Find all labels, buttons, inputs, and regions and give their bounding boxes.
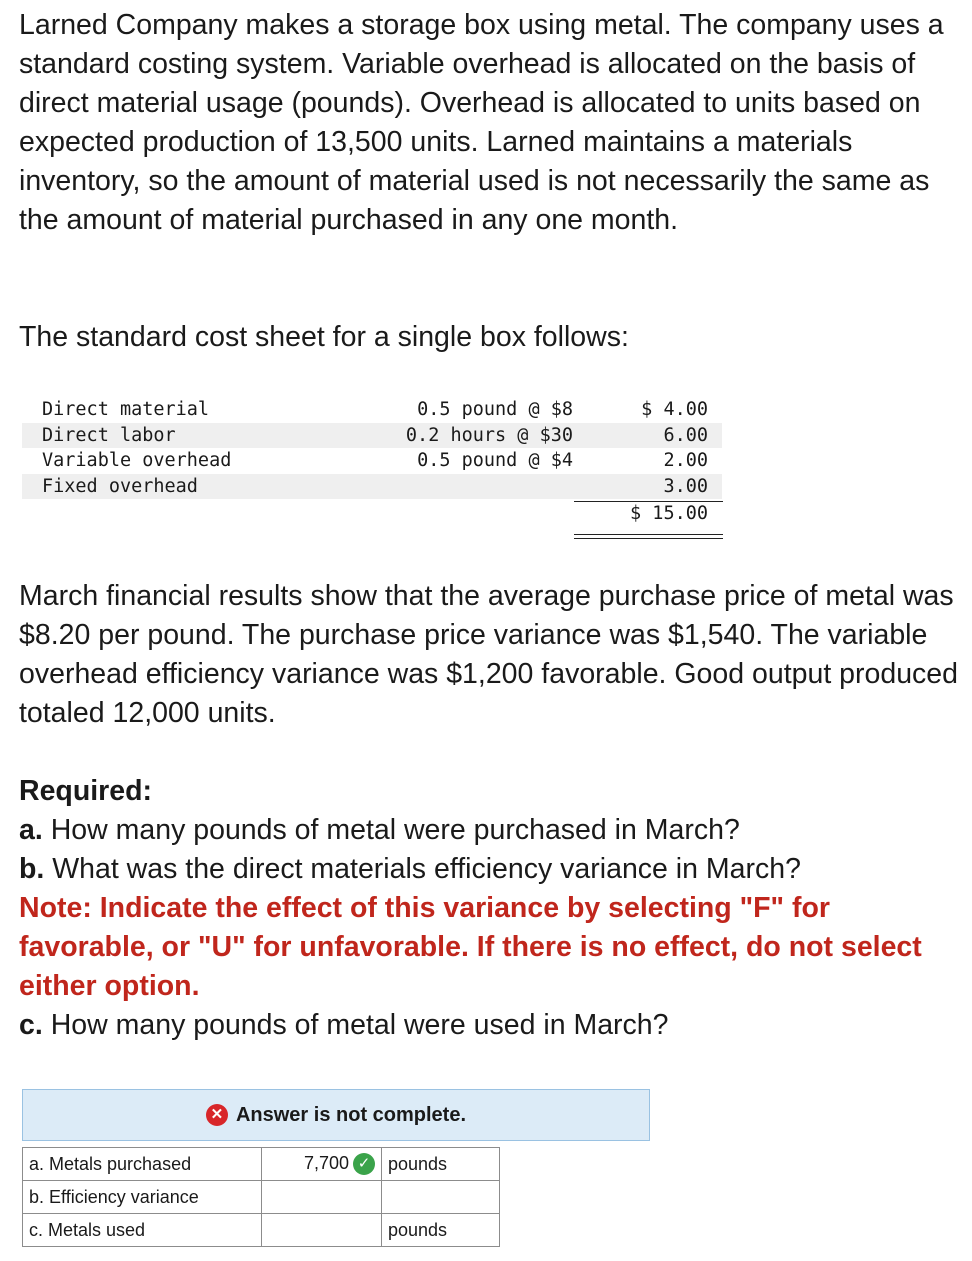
cost-row [22,448,722,474]
cost-total: $ 15.00 [630,503,708,524]
question-a-letter: a. [19,814,43,846]
question-b-text: What was the direct materials efficiency variance in March? [44,853,801,885]
metals-used-input[interactable] [262,1214,382,1247]
answer-value: 7,700 [303,1152,349,1173]
cost-rate: 0.5 pound @ $8 [417,399,573,420]
cost-rate: 0.2 hours @ $30 [405,424,573,446]
march-results: March financial results show that the average purchase price of metal was $8.20 per pound. The purchase price variance was $1,540. The variable overhead efficiency variance was $1,200 favorable. Good output produced totaled 12,000 units. [19,580,959,729]
answer-unit: pounds [382,1214,500,1247]
cost-row [22,474,722,500]
cost-row [22,397,722,423]
x-circle-icon: ✕ [206,1104,228,1126]
cost-amount: $ 4.00 [641,399,708,420]
cost-rate: 0.5 pound @ $4 [417,450,573,471]
question-a [19,811,964,850]
required-section [19,772,964,1045]
answer-unit: pounds [382,1148,500,1181]
answer-label: a. Metals purchased [23,1148,262,1181]
cost-row [22,423,722,449]
answer-row [23,1181,500,1214]
efficiency-variance-input[interactable] [262,1181,382,1214]
cost-label: Fixed overhead [42,475,198,497]
cost-sheet-intro: The standard cost sheet for a single box follows: [19,321,629,353]
standard-cost-sheet [22,397,722,529]
efficiency-variance-select[interactable] [382,1181,500,1214]
cost-amount: 6.00 [663,424,708,446]
answer-status-text: Answer is not complete. [235,1103,467,1126]
question-c [19,1006,964,1045]
question-b-letter: b. [19,853,45,885]
question-a-text: How many pounds of metal were purchased in March? [42,814,740,846]
question-b [19,850,964,889]
cost-amount: 2.00 [663,450,708,471]
answer-label: c. Metals used [23,1214,262,1247]
double-rule [574,534,723,539]
check-icon: ✓ [353,1153,375,1175]
cost-total-row [22,499,722,529]
answer-status-banner [22,1089,650,1141]
note-text: Note: Indicate the effect of this variance by selecting "F" for favorable, or "U" for unfavorable. If there is no effect, do not select either option. [19,892,922,1002]
answer-label: b. Efficiency variance [23,1181,262,1214]
cost-label: Variable overhead [42,450,232,471]
required-heading: Required: [19,775,153,807]
question-c-letter: c. [19,1009,43,1041]
answer-row [23,1148,500,1181]
question-c-text: How many pounds of metal were used in March? [42,1009,669,1041]
answer-table [22,1147,500,1247]
cost-label: Direct labor [42,424,176,446]
problem-intro: Larned Company makes a storage box using metal. The company uses a standard costing system. Variable overhead is allocated on the basis of direct material usage (pounds). Overhead is allocated to units based on expected production of 13,500 units. Larned maintains a materials inventory, so the amount of material used is not necessarily the same as the amount of material purchased in any one month. [19,9,944,236]
cost-label: Direct material [42,399,210,420]
cost-amount: 3.00 [663,475,708,497]
answer-row [23,1214,500,1247]
metals-purchased-input[interactable] [262,1148,382,1181]
